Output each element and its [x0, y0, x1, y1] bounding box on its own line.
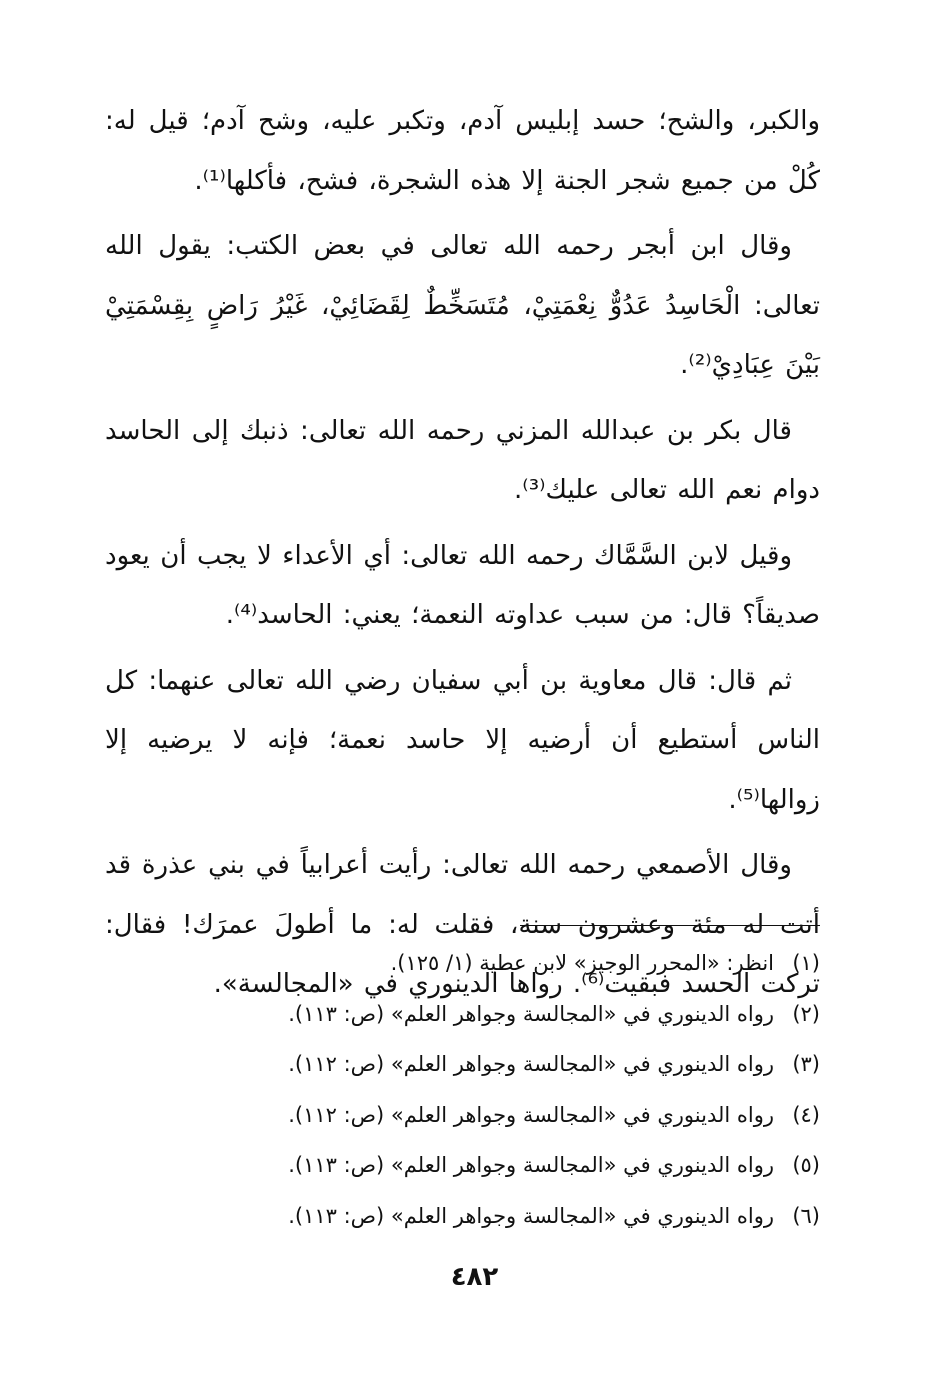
paragraph: والكبر، والشح؛ حسد إبليس آدم، وتكبر عليه، وشح آدم؛ قيل له: كُلْ من جميع شجر الجنة إلا هذه الشجرة، فشح، فأكلها⁽¹⁾.	[105, 106, 820, 196]
footnote	[105, 1090, 820, 1141]
footnote	[105, 1140, 820, 1191]
footnote-number: (٢)	[792, 1001, 820, 1026]
footnote-text: رواه الدينوري في «المجالسة وجواهر العلم» (ص: ١١٢).	[288, 1102, 774, 1127]
footnote-number: (٦)	[792, 1203, 820, 1228]
footnote	[105, 1039, 820, 1090]
paragraph: وقال الأصمعي رحمه الله تعالى: رأيت أعرابياً في بني عذرة قد أتت له مئة وعشرون سنة، فقلت له: ما أطولَ عمرَك! فقال: تركت الحسد فبقيت⁽⁶⁾. رواها الدينوري في «المجالسة».	[105, 850, 820, 999]
footnote-number: (١)	[792, 951, 820, 975]
footnote-text: رواه الدينوري في «المجالسة وجواهر العلم» (ص: ١١٣).	[288, 1001, 774, 1026]
footnote	[105, 989, 820, 1040]
footnote-text: رواه الدينوري في «المجالسة وجواهر العلم» (ص: ١١٣).	[288, 1203, 774, 1228]
footnote-text: رواه الدينوري في «المجالسة وجواهر العلم» (ص: ١١٣).	[288, 1153, 774, 1177]
footnotes	[105, 938, 820, 1241]
footnote	[105, 1191, 820, 1242]
paragraph: وقال ابن أبجر رحمه الله تعالى في بعض الكتب: يقول الله تعالى: الْحَاسِدُ عَدُوٌّ نِعْمَتِيْ، مُتَسَخِّطٌ لِقَضَائِيْ، غَيْرُ رَاضٍ بِقِسْمَتِيْ بَيْنَ عِبَادِيْ⁽²⁾.	[105, 231, 820, 380]
paragraph: ثم قال: قال معاوية بن أبي سفيان رضي الله تعالى عنهما: كل الناس أستطيع أن أرضيه إلا حاسد نعمة؛ فإنه لا يرضيه إلا زوالها⁽⁵⁾.	[105, 665, 820, 815]
footnote	[105, 938, 820, 989]
paragraph: وقيل لابن السَّمَّاك رحمه الله تعالى: أي الأعداء لا يجب أن يعود صديقاً؟ قال: من سبب عداوته النعمة؛ يعني: الحاسد⁽⁴⁾.	[105, 540, 820, 630]
footnote-number: (٥)	[792, 1153, 820, 1177]
footnote-number: (٤)	[792, 1102, 820, 1127]
main-text	[105, 92, 820, 1021]
footnote-separator	[520, 925, 820, 926]
footnote-text: رواه الدينوري في «المجالسة وجواهر العلم» (ص: ١١٢).	[288, 1052, 774, 1076]
paragraph: قال بكر بن عبدالله المزني رحمه الله تعالى: ذنبك إلى الحاسد دوام نعم الله تعالى عليك⁽³⁾.	[105, 415, 820, 505]
page-number: ٤٨٢	[450, 1262, 499, 1292]
footnote-number: (٣)	[792, 1052, 820, 1076]
footnote-text: انظر: «المحرر الوجيز» لابن عطية (١/ ١٢٥).	[390, 951, 774, 975]
